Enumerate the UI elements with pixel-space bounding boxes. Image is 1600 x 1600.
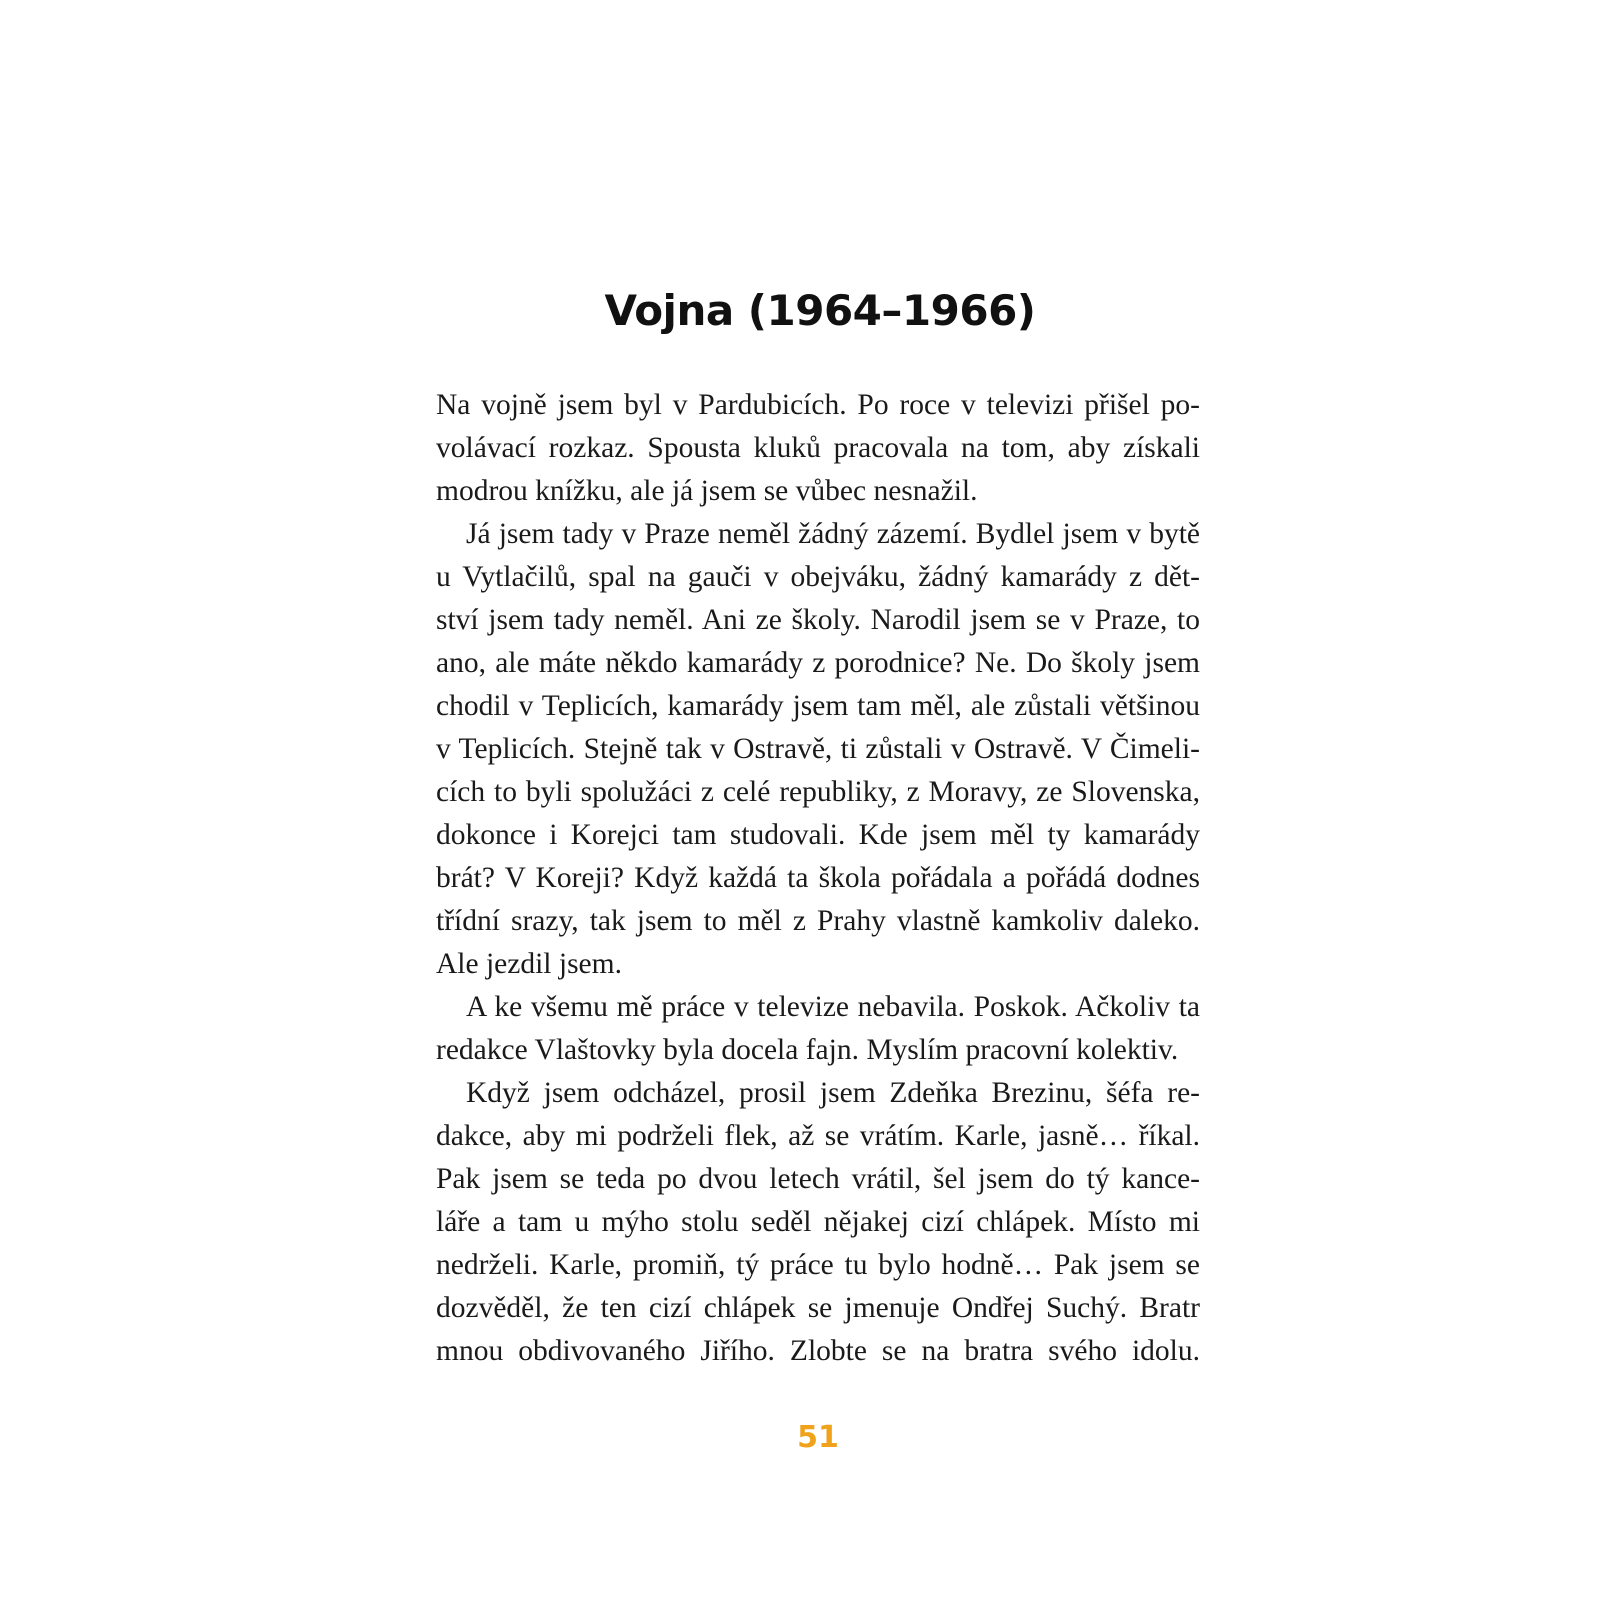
text-line: volávací rozkaz. Spousta kluků pracovala na tom, aby získali [436,432,1200,464]
text-line: dokonce i Korejci tam studovali. Kde jsem měl ty kamarády [436,819,1200,851]
text-line: třídní srazy, tak jsem to měl z Prahy vlastně kamkoliv daleko. [436,905,1200,937]
chapter-title: Vojna (1964–1966) [604,286,1036,335]
text-line: Ale jezdil jsem. [436,948,622,980]
text-line: Na vojně jsem byl v Pardubicích. Po roce v televizi přišel po- [436,389,1200,421]
text-line: ství jsem tady neměl. Ani ze školy. Narodil jsem se v Praze, to [436,604,1200,636]
text-line: Když jsem odcházel, prosil jsem Zdeňka Brezinu, šéfa re- [466,1077,1200,1109]
text-line: brát? V Koreji? Když každá ta škola pořádala a pořádá dodnes [436,862,1200,894]
text-line: nedrželi. Karle, promiň, tý práce tu bylo hodně… Pak jsem se [436,1249,1200,1281]
text-line: Pak jsem se teda po dvou letech vrátil, šel jsem do tý kance- [436,1163,1200,1195]
text-line: chodil v Teplicích, kamarády jsem tam měl, ale zůstali většinou [436,690,1200,722]
text-line: cích to byli spolužáci z celé republiky, z Moravy, ze Slovenska, [436,776,1200,808]
text-line: u Vytlačilů, spal na gauči v obejváku, žádný kamarády z dět- [436,561,1200,593]
text-line: redakce Vlaštovky byla docela fajn. Myslím pracovní kolektiv. [436,1034,1179,1066]
text-line: v Teplicích. Stejně tak v Ostravě, ti zůstali v Ostravě. V Čimeli- [436,733,1200,765]
text-line: mnou obdivovaného Jiřího. Zlobte se na bratra svého idolu. [436,1335,1200,1367]
text-line: A ke všemu mě práce v televize nebavila. Poskok. Ačkoliv ta [466,991,1200,1023]
text-line: modrou knížku, ale já jsem se vůbec nesnažil. [436,475,978,507]
page-number: 51 [797,1420,839,1455]
text-line: dozvěděl, že ten cizí chlápek se jmenuje Ondřej Suchý. Bratr [436,1292,1200,1324]
text-line: láře a tam u mýho stolu seděl nějakej cizí chlápek. Místo mi [436,1206,1200,1238]
text-line: Já jsem tady v Praze neměl žádný zázemí. Bydlel jsem v bytě [466,518,1200,550]
body-text [436,384,1200,1373]
text-line: ano, ale máte někdo kamarády z porodnice? Ne. Do školy jsem [436,647,1200,679]
text-line: dakce, aby mi podrželi flek, až se vrátím. Karle, jasně… říkal. [436,1120,1200,1152]
